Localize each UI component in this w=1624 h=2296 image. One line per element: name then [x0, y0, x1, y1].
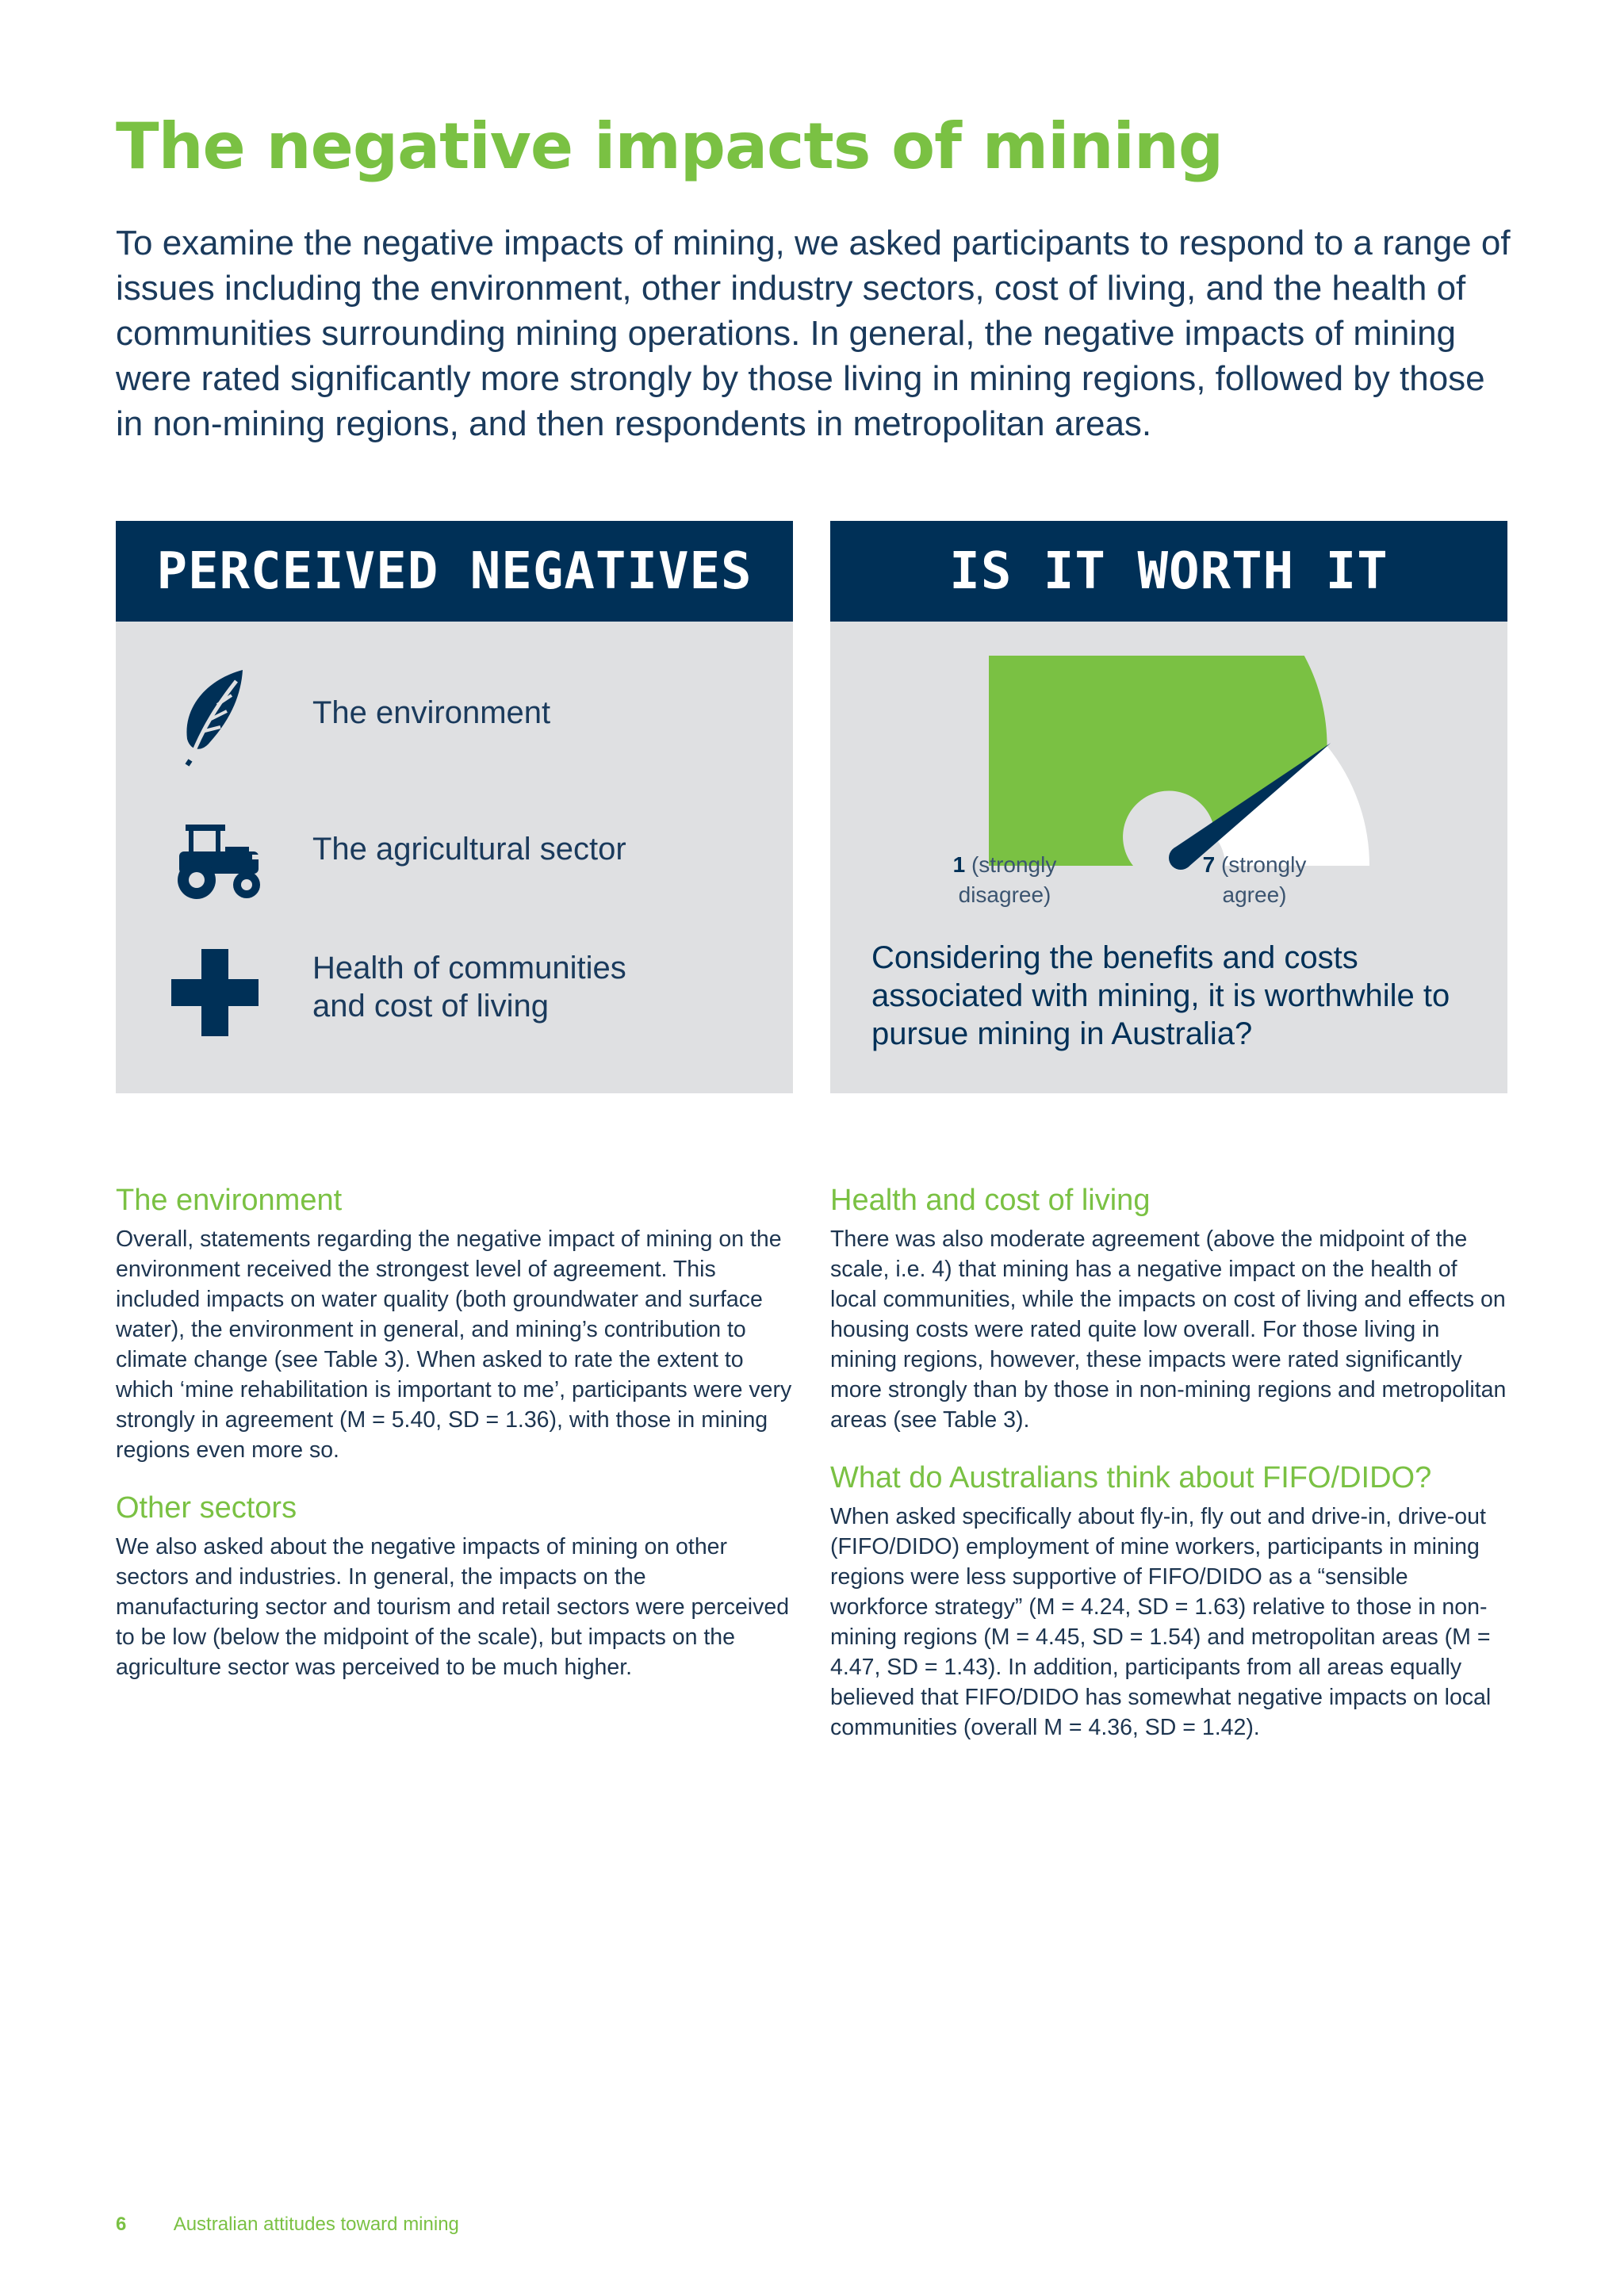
- publication-title: Australian attitudes toward mining: [173, 2214, 459, 2235]
- tractor-icon: [163, 802, 266, 905]
- perceived-negatives-header: PERCEIVED NEGATIVES: [116, 521, 793, 622]
- medical-cross-icon: [163, 941, 266, 1044]
- section-body-other-sectors: We also asked about the negative impacts of mining on other sectors and industries. In general, the impacts on the manufacturing sector and tourism and retail sectors were perceived to be low (below the midpoint of the scale), but impacts on the agriculture sector was perceived to be much higher.: [116, 1534, 790, 1680]
- worth-it-header: IS IT WORTH IT: [830, 521, 1507, 622]
- scale-min-label: [949, 850, 1060, 910]
- scale-min-number: 1: [952, 852, 966, 877]
- negative-item-label: [312, 949, 626, 1025]
- section-heading-other-sectors: Other sectors: [116, 1491, 297, 1525]
- section-heading-health: Health and cost of living: [830, 1184, 1151, 1217]
- negative-item-environment: [116, 656, 793, 775]
- gauge-needle-hub: [1169, 846, 1193, 870]
- negative-item-health: [116, 933, 793, 1052]
- leaf-icon: [163, 664, 266, 767]
- scale-min-line: [949, 850, 1060, 880]
- scale-max-line: [1199, 850, 1310, 880]
- scale-max-text: (strongly: [1215, 852, 1307, 877]
- perceived-negatives-panel: [116, 521, 793, 1093]
- right-column: [830, 1181, 1507, 1743]
- section-body-health: There was also moderate agreement (above the midpoint of the scale, i.e. 4) that mining has a negative impact on the health of local communities, while the impacts on cost of living and effects on housing costs were rated quite low overall. For those living in mining regions, however, these impacts were rated significantly more strongly than by those in non-mining regions and metropolitan areas (see Table 3).: [830, 1226, 1507, 1433]
- negative-item-label-line: and cost of living: [312, 989, 549, 1024]
- worth-it-panel: [830, 521, 1507, 1093]
- section-body-fifo: When asked specifically about fly-in, fly out and drive-in, drive-out (FIFO/DIDO) employment of mine workers, participants in mining regions were less supportive of FIFO/DIDO as a “sensible workforce strategy” (M = 4.24, SD = 1.63) relative to those in non-mining regions (M = 4.45, SD = 1.54) and metropolitan areas (M = 4.47, SD = 1.43). In addition, participants from all areas equally believed that FIFO/DIDO has somewhat negative impacts on local communities (overall M = 4.36, SD = 1.42).: [830, 1504, 1492, 1740]
- negative-item-label: The environment: [312, 695, 551, 730]
- section-heading-fifo: What do Australians think about FIFO/DIDO?: [830, 1461, 1432, 1494]
- scale-max-label: [1199, 850, 1310, 910]
- scale-max-line: agree): [1222, 882, 1287, 907]
- scale-min-line: disagree): [958, 882, 1051, 907]
- scale-max-number: 7: [1202, 852, 1216, 877]
- scale-min-text: (strongly: [965, 852, 1057, 877]
- agreement-gauge: [989, 656, 1369, 870]
- section-body-environment: Overall, statements regarding the negative impact of mining on the environment received the strongest level of agreement. This included impacts on water quality (both groundwater and surface water), the environment in general, and mining’s contribution to climate change (see Table 3). When asked to rate the extent to which ‘mine rehabilitation is important to me’, participants were very strongly in agreement (M = 5.40, SD = 1.36), with those in mining regions even more so.: [116, 1226, 792, 1463]
- page-footer: [116, 2214, 459, 2236]
- worth-it-question: Considering the benefits and costs associated with mining, it is worthwhile to pursue mining in Australia?: [871, 940, 1450, 1051]
- negative-item-label: The agricultural sector: [312, 832, 626, 867]
- section-heading-environment: The environment: [116, 1184, 343, 1217]
- page-title: The negative impacts of mining: [116, 109, 1224, 183]
- intro-paragraph: To examine the negative impacts of mining, we asked participants to respond to a range of issues including the environment, other industry sectors, cost of living, and the health of communities surrounding mining operations. In general, the negative impacts of mining were rated significantly more strongly by those living in mining regions, followed by those in non-mining regions, and then respondents in metropolitan areas.: [116, 224, 1511, 443]
- negative-item-label-line: Health of communities: [312, 951, 626, 985]
- left-column: [116, 1181, 793, 1682]
- negative-item-agriculture: [116, 794, 793, 913]
- page-number: 6: [116, 2214, 127, 2235]
